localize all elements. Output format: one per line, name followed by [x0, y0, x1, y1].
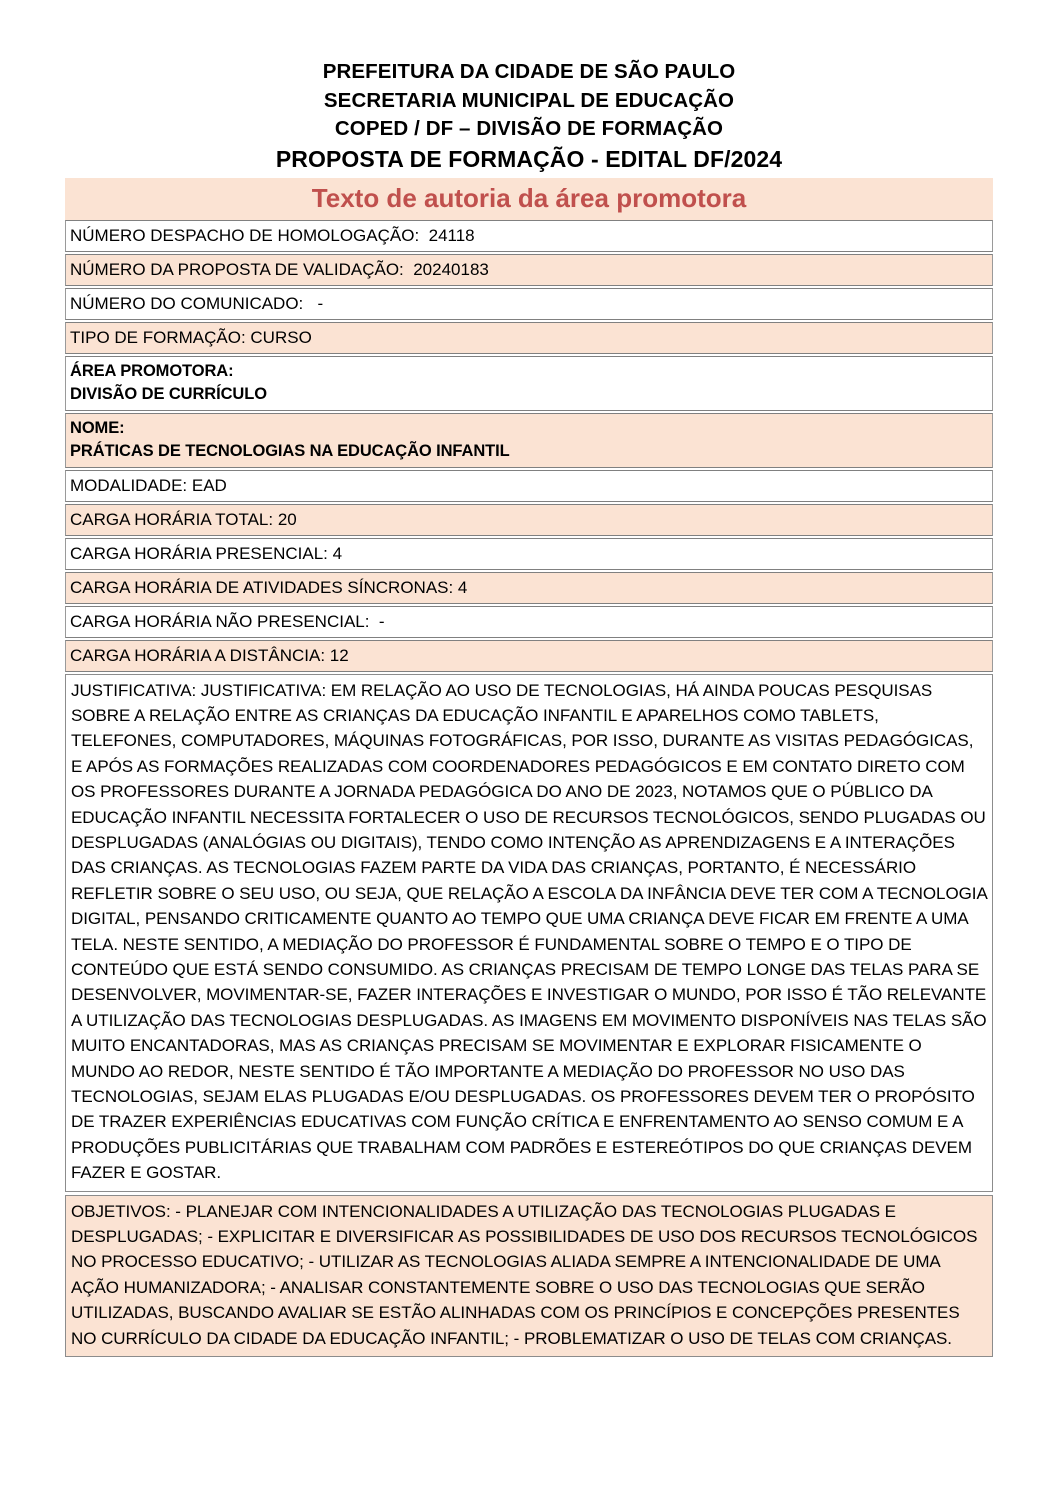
table-row-nome — [65, 413, 993, 468]
table-row-modalidade — [65, 470, 993, 502]
table-row-carga-total — [65, 504, 993, 536]
field-despacho-homologacao: NÚMERO DESPACHO DE HOMOLOGAÇÃO: 24118 — [70, 225, 475, 245]
table-row-proposta-validacao — [65, 254, 993, 286]
field-carga-horaria-distancia: CARGA HORÁRIA A DISTÂNCIA: 12 — [70, 645, 349, 665]
table-row-carga-presencial — [65, 538, 993, 570]
field-carga-horaria-presencial: CARGA HORÁRIA PRESENCIAL: 4 — [70, 543, 343, 563]
objetivos-text: OBJETIVOS: - PLANEJAR COM INTENCIONALIDADES A UTILIZAÇÃO DAS TECNOLOGIAS PLUGADAS E DESPLUGADAS; - EXPLICITAR E DIVERSIFICAR AS POSSIBILIDADES DE USO DOS RECURSOS TECNOLÓGICOS NO PROCESSO EDUCATIVO; - UTILIZAR AS TECNOLOGIAS ALIADA SEMPRE A INTENCIONALIDADE DE UMA AÇÃO HUMANIZADORA; - ANALISAR CONSTANTEMENTE SOBRE O USO DAS TECNOLOGIAS QUE SERÃO UTILIZADAS, BUSCANDO AVALIAR SE ESTÃO ALINHADAS COM OS PRINCÍPIOS E CONCEPÇÕES PRESENTES NO CURRÍCULO DA CIDADE DA EDUCAÇÃO INFANTIL; - PROBLEMATIZAR O USO DE TELAS COM CRIANÇAS. — [71, 1201, 978, 1348]
table-row-carga-nao-presencial — [65, 606, 993, 638]
document-heading — [0, 0, 1058, 175]
justificativa-block — [65, 674, 993, 1192]
table-row-despacho — [65, 220, 993, 252]
field-carga-horaria-total: CARGA HORÁRIA TOTAL: 20 — [70, 509, 297, 529]
field-nome-label: NOME: — [70, 418, 125, 437]
field-area-promotora-value: DIVISÃO DE CURRÍCULO — [70, 384, 267, 403]
field-nome-value: PRÁTICAS DE TECNOLOGIAS NA EDUCAÇÃO INFANTIL — [70, 441, 510, 460]
heading-line-prefeitura: PREFEITURA DA CIDADE DE SÃO PAULO — [322, 60, 736, 83]
table-row-area-promotora — [65, 356, 993, 411]
field-carga-horaria-sincronas: CARGA HORÁRIA DE ATIVIDADES SÍNCRONAS: 4 — [70, 577, 468, 597]
field-tipo-formacao: TIPO DE FORMAÇÃO: CURSO — [70, 327, 312, 347]
objetivos-block — [65, 1195, 993, 1357]
heading-line-coped: COPED / DF – DIVISÃO DE FORMAÇÃO — [334, 117, 724, 140]
table-row-comunicado — [65, 288, 993, 320]
heading-line-secretaria: SECRETARIA MUNICIPAL DE EDUCAÇÃO — [323, 88, 735, 112]
field-proposta-validacao: NÚMERO DA PROPOSTA DE VALIDAÇÃO: 20240183 — [70, 259, 489, 279]
table-row-carga-distancia — [65, 640, 993, 672]
justificativa-text: JUSTIFICATIVA: JUSTIFICATIVA: EM RELAÇÃO AO USO DE TECNOLOGIAS, HÁ AINDA POUCAS PESQUISAS SOBRE A RELAÇÃO ENTRE AS CRIANÇAS DA EDUCAÇÃO INFANTIL E APARELHOS COMO TABLETS, TELEFONES, COMPUTADORES, MÁQUINAS FOTOGRÁFICAS, POR ISSO, DURANTE AS VISITAS PEDAGÓGICAS, E APÓS AS FORMAÇÕES REALIZADAS COM COORDENADORES PEDAGÓGICOS E EM CONTATO DIRETO COM OS PROFESSORES DURANTE A JORNADA PEDAGÓGICA DO ANO DE 2023, NOTAMOS QUE O PÚBLICO DA EDUCAÇÃO INFANTIL NECESSITA FORTALECER O USO DE RECURSOS TECNOLÓGICOS, SENDO PLUGADAS OU DESPLUGADAS (ANALÓGIAS OU DIGITAIS), TENDO COMO INTENÇÃO AS APRENDIZAGENS E A INTERAÇÕES DAS CRIANÇAS. AS TECNOLOGIAS FAZEM PARTE DA VIDA DAS CRIANÇAS, PORTANTO, É NECESSÁRIO REFLETIR SOBRE O SEU USO, OU SEJA, QUE RELAÇÃO A ESCOLA DA INFÂNCIA DEVE TER COM A TECNOLOGIA DIGITAL, PENSANDO CRITICAMENTE QUANTO AO TEMPO QUE UMA CRIANÇA DEVE FICAR EM FRENTE A UMA TELA. NESTE SENTIDO, A MEDIAÇÃO DO PROFESSOR É FUNDAMENTAL SOBRE O TEMPO E O TIPO DE CONTEÚDO QUE ESTÁ SENDO CONSUMIDO. AS CRIANÇAS PRECISAM DE TEMPO LONGE DAS TELAS PARA SE DESENVOLVER, MOVIMENTAR-SE, FAZER INTERAÇÕES E INVESTIGAR O MUNDO, POR ISSO É TÃO RELEVANTE A UTILIZAÇÃO DAS TECNOLOGIAS DESPLUGADAS. AS IMAGENS EM MOVIMENTO DISPONÍVEIS NAS TELAS SÃO MUITO ENCANTADORAS, MAS AS CRIANÇAS PRECISAM SE MOVIMENTAR E EXPLORAR FISICAMENTE O MUNDO AO REDOR, NESTE SENTIDO É TÃO IMPORTANTE A MEDIAÇÃO DO PROFESSOR NO USO DAS TECNOLOGIAS, SEJAM ELAS PLUGADAS E/OU DESPLUGADAS. OS PROFESSORES DEVEM TER O PROPÓSITO DE TRAZER EXPERIÊNCIAS EDUCATIVAS COM FUNÇÃO CRÍTICA E ENFRENTAMENTO AO SENSO COMUM E A PRODUÇÕES PUBLICITÁRIAS QUE TRABALHAM COM PADRÕES E ESTEREÓTIPOS DO QUE CRIANÇAS DEVEM FAZER E GOSTAR. — [71, 680, 987, 1183]
heading-line-proposta: PROPOSTA DE FORMAÇÃO - EDITAL DF/2024 — [275, 145, 783, 172]
promoter-banner — [65, 178, 993, 220]
promoter-banner-text: Texto de autoria da área promotora — [311, 182, 747, 213]
field-modalidade: MODALIDADE: EAD — [70, 475, 227, 495]
proposal-form-table — [65, 220, 993, 1358]
table-row-carga-sincronas — [65, 572, 993, 604]
field-area-promotora-label: ÁREA PROMOTORA: — [70, 361, 234, 380]
field-carga-horaria-nao-presencial: CARGA HORÁRIA NÃO PRESENCIAL: - — [70, 611, 385, 631]
table-row-tipo-formacao — [65, 322, 993, 354]
field-numero-comunicado: NÚMERO DO COMUNICADO: - — [70, 293, 324, 313]
